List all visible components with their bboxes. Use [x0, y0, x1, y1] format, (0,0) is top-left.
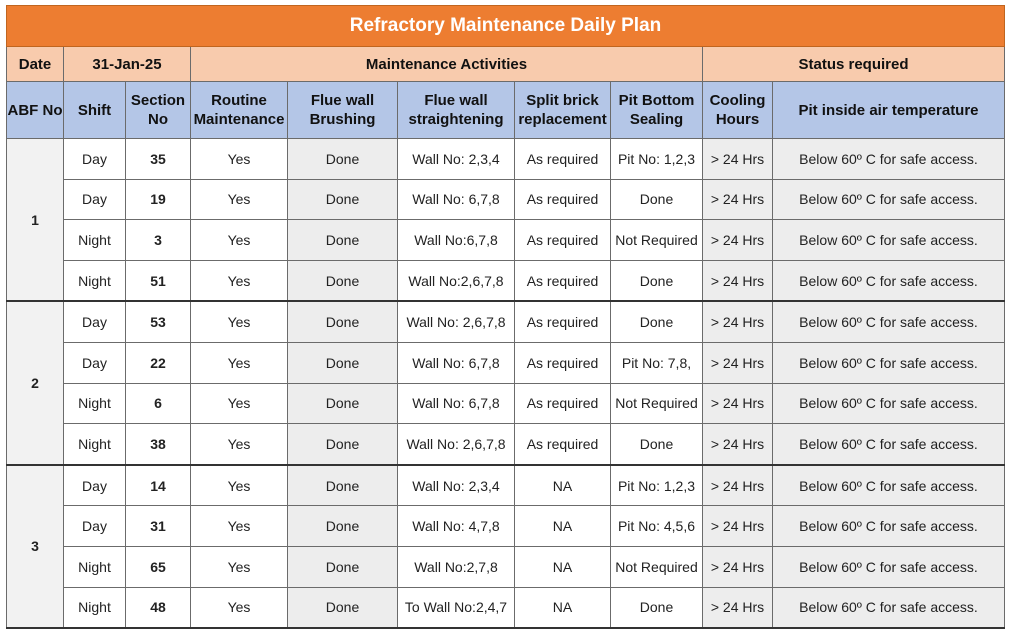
cell-flue-wall-straightening: Wall No: 2,6,7,8: [398, 301, 515, 342]
cell-pit-inside-air-temperature: Below 60º C for safe access.: [773, 506, 1005, 547]
column-header-row: [7, 82, 1005, 139]
cell-pit-bottom-sealing: Pit No: 1,2,3: [611, 465, 703, 506]
cell-flue-wall-straightening: Wall No: 6,7,8: [398, 179, 515, 220]
cell-section-no: 35: [126, 139, 191, 180]
cell-shift: Day: [64, 465, 126, 506]
cell-flue-wall-brushing: Done: [288, 260, 398, 301]
cell-shift: Day: [64, 179, 126, 220]
cell-split-brick-replacement: As required: [515, 179, 611, 220]
cell-routine-maintenance: Yes: [191, 301, 288, 342]
cell-split-brick-replacement: As required: [515, 260, 611, 301]
cell-section-no: 3: [126, 220, 191, 261]
cell-routine-maintenance: Yes: [191, 424, 288, 465]
cell-split-brick-replacement: As required: [515, 424, 611, 465]
header-cooling-hours: Cooling Hours: [703, 82, 773, 139]
cell-cooling-hours: > 24 Hrs: [703, 587, 773, 628]
cell-flue-wall-straightening: Wall No:2,6,7,8: [398, 260, 515, 301]
cell-pit-bottom-sealing: Pit No: 1,2,3: [611, 139, 703, 180]
maintenance-plan-table: [6, 5, 1005, 629]
cell-shift: Day: [64, 506, 126, 547]
cell-routine-maintenance: Yes: [191, 139, 288, 180]
cell-flue-wall-brushing: Done: [288, 383, 398, 424]
cell-flue-wall-straightening: Wall No: 4,7,8: [398, 506, 515, 547]
header-pit-inside-air-temperature: Pit inside air temperature: [773, 82, 1005, 139]
cell-shift: Night: [64, 260, 126, 301]
table-row: [7, 587, 1005, 628]
cell-cooling-hours: > 24 Hrs: [703, 506, 773, 547]
table-row: [7, 220, 1005, 261]
cell-flue-wall-brushing: Done: [288, 179, 398, 220]
cell-routine-maintenance: Yes: [191, 260, 288, 301]
cell-routine-maintenance: Yes: [191, 179, 288, 220]
cell-flue-wall-brushing: Done: [288, 465, 398, 506]
header-routine-maintenance: Routine Maintenance: [191, 82, 288, 139]
cell-section-no: 48: [126, 587, 191, 628]
cell-flue-wall-straightening: Wall No: 2,3,4: [398, 465, 515, 506]
cell-split-brick-replacement: As required: [515, 220, 611, 261]
cell-cooling-hours: > 24 Hrs: [703, 260, 773, 301]
status-required-header: Status required: [703, 47, 1005, 82]
cell-shift: Night: [64, 424, 126, 465]
cell-split-brick-replacement: NA: [515, 506, 611, 547]
cell-pit-inside-air-temperature: Below 60º C for safe access.: [773, 139, 1005, 180]
cell-section-no: 6: [126, 383, 191, 424]
cell-section-no: 65: [126, 546, 191, 587]
cell-pit-inside-air-temperature: Below 60º C for safe access.: [773, 546, 1005, 587]
cell-cooling-hours: > 24 Hrs: [703, 383, 773, 424]
cell-pit-inside-air-temperature: Below 60º C for safe access.: [773, 342, 1005, 383]
cell-pit-bottom-sealing: Done: [611, 587, 703, 628]
cell-section-no: 31: [126, 506, 191, 547]
table-row: [7, 465, 1005, 506]
cell-routine-maintenance: Yes: [191, 546, 288, 587]
cell-shift: Night: [64, 383, 126, 424]
cell-pit-bottom-sealing: Not Required: [611, 546, 703, 587]
cell-split-brick-replacement: As required: [515, 139, 611, 180]
cell-section-no: 22: [126, 342, 191, 383]
cell-flue-wall-brushing: Done: [288, 424, 398, 465]
date-value: 31-Jan-25: [64, 47, 191, 82]
cell-routine-maintenance: Yes: [191, 587, 288, 628]
title-row: [7, 6, 1005, 47]
cell-shift: Day: [64, 139, 126, 180]
table-row: [7, 301, 1005, 342]
cell-pit-bottom-sealing: Pit No: 4,5,6: [611, 506, 703, 547]
table-row: [7, 342, 1005, 383]
maintenance-activities-header: Maintenance Activities: [191, 47, 703, 82]
cell-pit-bottom-sealing: Done: [611, 301, 703, 342]
header-flue-wall-brushing: Flue wall Brushing: [288, 82, 398, 139]
cell-flue-wall-brushing: Done: [288, 506, 398, 547]
date-row: [7, 47, 1005, 82]
cell-routine-maintenance: Yes: [191, 506, 288, 547]
header-pit-bottom-sealing: Pit Bottom Sealing: [611, 82, 703, 139]
table-row: [7, 424, 1005, 465]
cell-pit-inside-air-temperature: Below 60º C for safe access.: [773, 179, 1005, 220]
cell-pit-bottom-sealing: Done: [611, 424, 703, 465]
cell-flue-wall-straightening: Wall No:6,7,8: [398, 220, 515, 261]
cell-flue-wall-straightening: Wall No: 6,7,8: [398, 383, 515, 424]
cell-cooling-hours: > 24 Hrs: [703, 220, 773, 261]
cell-abf-no: 2: [7, 301, 64, 464]
header-abf-no: ABF No: [7, 82, 64, 139]
cell-split-brick-replacement: NA: [515, 546, 611, 587]
cell-flue-wall-brushing: Done: [288, 139, 398, 180]
table-row: [7, 546, 1005, 587]
cell-shift: Day: [64, 301, 126, 342]
cell-routine-maintenance: Yes: [191, 383, 288, 424]
page-title: Refractory Maintenance Daily Plan: [7, 6, 1005, 47]
cell-shift: Night: [64, 587, 126, 628]
cell-cooling-hours: > 24 Hrs: [703, 465, 773, 506]
cell-split-brick-replacement: As required: [515, 342, 611, 383]
cell-pit-inside-air-temperature: Below 60º C for safe access.: [773, 220, 1005, 261]
cell-split-brick-replacement: NA: [515, 587, 611, 628]
cell-section-no: 19: [126, 179, 191, 220]
cell-section-no: 53: [126, 301, 191, 342]
cell-shift: Night: [64, 546, 126, 587]
cell-flue-wall-straightening: Wall No: 2,6,7,8: [398, 424, 515, 465]
table-row: [7, 506, 1005, 547]
cell-shift: Day: [64, 342, 126, 383]
cell-split-brick-replacement: As required: [515, 383, 611, 424]
header-split-brick-replacement: Split brick replacement: [515, 82, 611, 139]
cell-flue-wall-straightening: Wall No: 6,7,8: [398, 342, 515, 383]
cell-pit-bottom-sealing: Done: [611, 260, 703, 301]
cell-pit-inside-air-temperature: Below 60º C for safe access.: [773, 465, 1005, 506]
cell-section-no: 38: [126, 424, 191, 465]
cell-abf-no: 1: [7, 139, 64, 302]
cell-abf-no: 3: [7, 465, 64, 628]
cell-pit-inside-air-temperature: Below 60º C for safe access.: [773, 587, 1005, 628]
header-shift: Shift: [64, 82, 126, 139]
cell-flue-wall-straightening: Wall No: 2,3,4: [398, 139, 515, 180]
cell-flue-wall-brushing: Done: [288, 587, 398, 628]
table-row: [7, 139, 1005, 180]
cell-flue-wall-straightening: To Wall No:2,4,7: [398, 587, 515, 628]
cell-routine-maintenance: Yes: [191, 220, 288, 261]
cell-pit-inside-air-temperature: Below 60º C for safe access.: [773, 424, 1005, 465]
cell-pit-bottom-sealing: Not Required: [611, 220, 703, 261]
cell-routine-maintenance: Yes: [191, 342, 288, 383]
cell-cooling-hours: > 24 Hrs: [703, 179, 773, 220]
cell-cooling-hours: > 24 Hrs: [703, 546, 773, 587]
cell-cooling-hours: > 24 Hrs: [703, 424, 773, 465]
cell-split-brick-replacement: As required: [515, 301, 611, 342]
cell-pit-bottom-sealing: Not Required: [611, 383, 703, 424]
table-row: [7, 260, 1005, 301]
cell-cooling-hours: > 24 Hrs: [703, 139, 773, 180]
cell-flue-wall-brushing: Done: [288, 546, 398, 587]
cell-shift: Night: [64, 220, 126, 261]
cell-pit-inside-air-temperature: Below 60º C for safe access.: [773, 301, 1005, 342]
header-flue-wall-straightening: Flue wall straightening: [398, 82, 515, 139]
date-label: Date: [7, 47, 64, 82]
table-row: [7, 179, 1005, 220]
header-section-no: Section No: [126, 82, 191, 139]
cell-flue-wall-brushing: Done: [288, 342, 398, 383]
cell-section-no: 51: [126, 260, 191, 301]
cell-pit-bottom-sealing: Done: [611, 179, 703, 220]
cell-flue-wall-brushing: Done: [288, 301, 398, 342]
table-row: [7, 383, 1005, 424]
cell-flue-wall-straightening: Wall No:2,7,8: [398, 546, 515, 587]
cell-section-no: 14: [126, 465, 191, 506]
cell-flue-wall-brushing: Done: [288, 220, 398, 261]
cell-routine-maintenance: Yes: [191, 465, 288, 506]
cell-pit-inside-air-temperature: Below 60º C for safe access.: [773, 260, 1005, 301]
cell-pit-bottom-sealing: Pit No: 7,8,: [611, 342, 703, 383]
cell-cooling-hours: > 24 Hrs: [703, 301, 773, 342]
cell-cooling-hours: > 24 Hrs: [703, 342, 773, 383]
cell-pit-inside-air-temperature: Below 60º C for safe access.: [773, 383, 1005, 424]
cell-split-brick-replacement: NA: [515, 465, 611, 506]
